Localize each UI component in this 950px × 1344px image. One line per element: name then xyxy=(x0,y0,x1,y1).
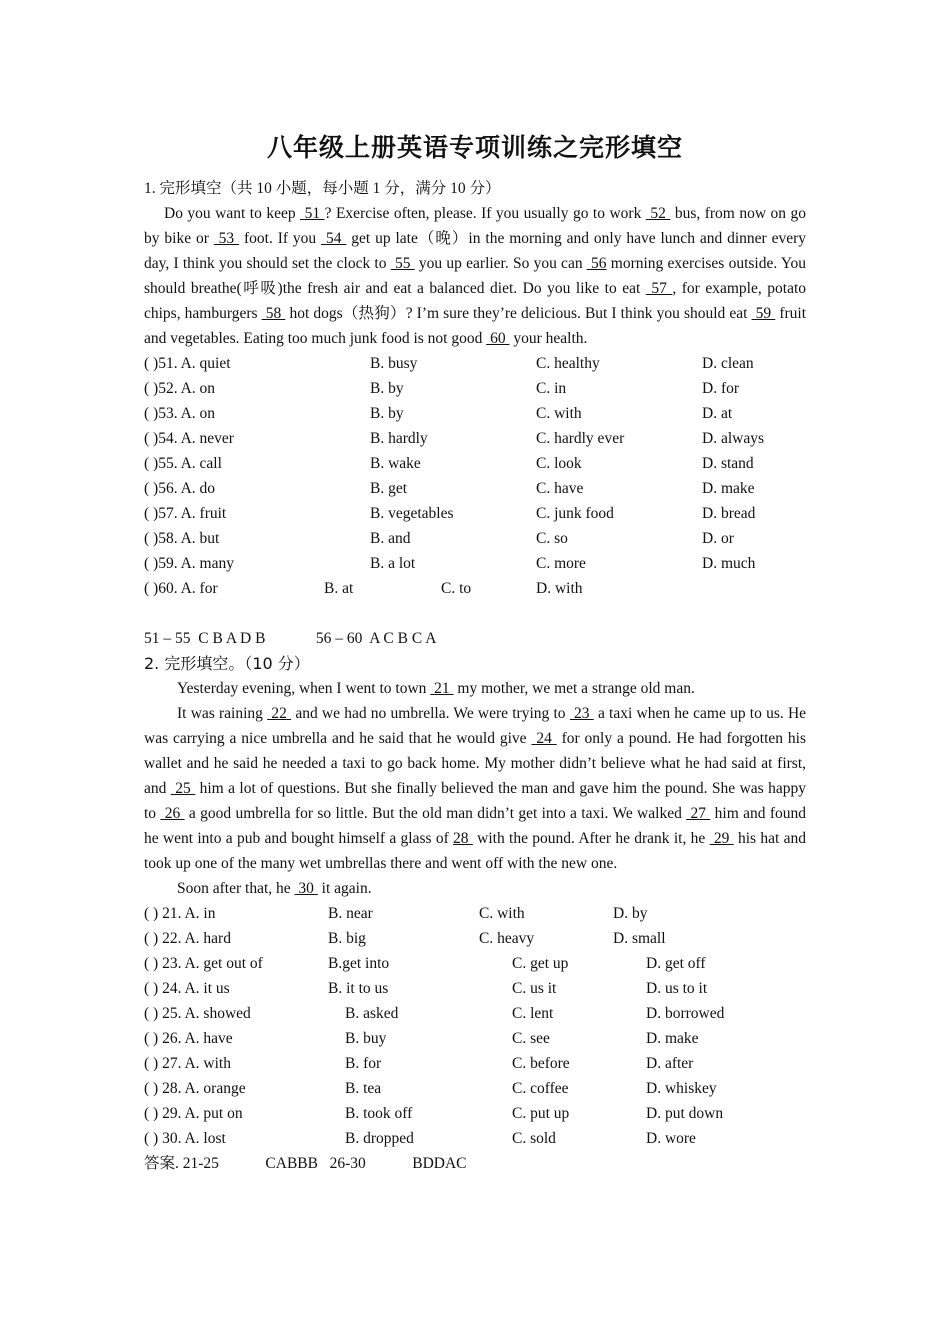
spacer xyxy=(144,601,806,626)
option-c: C. lent xyxy=(512,1005,554,1022)
blank-56: 56 xyxy=(586,255,607,272)
option-a: ( ) 29. A. put on xyxy=(144,1105,243,1122)
option-d: D. stand xyxy=(702,455,754,472)
option-row-24 xyxy=(144,976,806,1001)
blank-23: 23 xyxy=(569,705,594,722)
blank-57: 57 xyxy=(645,280,673,297)
passage-text: him and found he went into a pub and bought himself a glass of xyxy=(144,805,807,847)
option-b: B. dropped xyxy=(345,1130,414,1147)
option-row-27 xyxy=(144,1051,806,1076)
option-b: B. asked xyxy=(345,1005,399,1022)
option-row-22 xyxy=(144,926,806,951)
option-row-26 xyxy=(144,1026,806,1051)
blank-54: 54 xyxy=(321,230,347,247)
blank-51: 51 xyxy=(300,205,325,222)
option-c: C. so xyxy=(536,530,568,547)
option-row-58 xyxy=(144,526,806,551)
option-b: B. for xyxy=(345,1055,382,1072)
page-title: 八年级上册英语专项训练之完形填空 xyxy=(266,133,683,162)
option-b: B.get into xyxy=(328,955,390,972)
option-c: C. more xyxy=(536,555,586,572)
option-d: D. much xyxy=(702,555,756,572)
option-row-55 xyxy=(144,451,806,476)
document-page xyxy=(144,128,806,1176)
passage-text: , for example, potato chips, hamburgers xyxy=(144,280,807,322)
passage-text: you up earlier. So you can xyxy=(414,255,587,272)
option-a: ( ) 28. A. orange xyxy=(144,1080,246,1097)
passage-text: Do you want to keep xyxy=(164,205,301,222)
option-c: C. put up xyxy=(512,1105,570,1122)
blank-25: 25 xyxy=(170,780,196,797)
section1-passage xyxy=(144,201,806,351)
option-a: ( ) 26. A. have xyxy=(144,1030,233,1047)
passage-text: with the pound. After he drank it, he xyxy=(472,830,710,847)
option-c: C. with xyxy=(479,905,525,922)
option-c: C. get up xyxy=(512,955,569,972)
option-a: ( )56. A. do xyxy=(144,480,216,497)
option-d: D. or xyxy=(702,530,734,547)
section1-options xyxy=(144,351,806,601)
option-c: C. to xyxy=(441,580,472,597)
option-b: B. big xyxy=(328,930,366,947)
option-d: D. for xyxy=(702,380,740,397)
option-row-51 xyxy=(144,351,806,376)
blank-30: 30 xyxy=(294,880,318,897)
option-a: ( )55. A. call xyxy=(144,455,222,472)
blank-55: 55 xyxy=(390,255,415,272)
option-a: ( ) 25. A. showed xyxy=(144,1005,251,1022)
option-d: D. always xyxy=(702,430,764,447)
option-b: B. tea xyxy=(345,1080,382,1097)
section2-answers: 答案. 21-25 CABBB 26-30 BDDAC xyxy=(144,1155,467,1172)
option-a: ( ) 24. A. it us xyxy=(144,980,230,997)
blank-59: 59 xyxy=(751,305,776,322)
passage-text: my mother, we met a strange old man. xyxy=(453,680,695,697)
option-d: D. small xyxy=(613,930,666,947)
option-d: D. after xyxy=(646,1055,694,1072)
section1-answers: 51 – 55 C B A D B 56 – 60 A C B C A xyxy=(144,630,437,647)
option-a: ( )60. A. for xyxy=(144,580,218,597)
option-c: C. heavy xyxy=(479,930,535,947)
passage-text: his hat and took up one of the many wet umbrellas there and went off with the new one. xyxy=(144,830,806,872)
passage-text: get up late（晚）in the morning and only have lunch and dinner every day, I think you should set the clock to xyxy=(144,230,807,272)
option-a: ( )52. A. on xyxy=(144,380,216,397)
option-b: B. by xyxy=(370,380,404,397)
section1-heading: 1. 完形填空（共 10 小题，每小题 1 分，满分 10 分） xyxy=(144,180,501,197)
option-b: B. buy xyxy=(345,1030,387,1047)
option-d: D. bread xyxy=(702,505,756,522)
passage-text: a taxi when he came up to us. He was carrying a nice umbrella and he said that he would give xyxy=(144,705,807,747)
option-c: C. look xyxy=(536,455,582,472)
section2-paragraph-1 xyxy=(144,676,806,701)
blank-58: 58 xyxy=(261,305,286,322)
option-row-52 xyxy=(144,376,806,401)
passage-text: fruit and vegetables. Eating too much junk food is not good xyxy=(144,305,807,347)
option-a: ( )54. A. never xyxy=(144,430,234,447)
option-row-59 xyxy=(144,551,806,576)
option-a: ( )51. A. quiet xyxy=(144,355,231,372)
passage-text: and we had no umbrella. We were trying to xyxy=(291,705,570,722)
option-row-56 xyxy=(144,476,806,501)
passage-text: a good umbrella for so little. But the old man didn’t get into a taxi. We walked xyxy=(184,805,687,822)
section2-heading: 2. 完形填空。（10 分） xyxy=(144,654,310,673)
option-c: C. with xyxy=(536,405,582,422)
passage-text: It was raining xyxy=(177,705,268,722)
option-d: D. borrowed xyxy=(646,1005,725,1022)
option-c: C. in xyxy=(536,380,567,397)
section2-paragraph-3 xyxy=(144,876,806,901)
option-d: D. get off xyxy=(646,955,706,972)
blank-60: 60 xyxy=(486,330,510,347)
section2-options xyxy=(144,901,806,1151)
option-a: ( )58. A. but xyxy=(144,530,220,547)
option-c: C. healthy xyxy=(536,355,600,372)
option-d: D. make xyxy=(646,1030,699,1047)
passage-text: ? Exercise often, please. If you usually go to work xyxy=(324,205,646,222)
blank-28: 28 xyxy=(453,830,473,847)
option-a: ( )57. A. fruit xyxy=(144,505,227,522)
option-b: B. hardly xyxy=(370,430,428,447)
option-b: B. get xyxy=(370,480,408,497)
option-b: B. vegetables xyxy=(370,505,454,522)
option-row-30 xyxy=(144,1126,806,1151)
option-d: D. at xyxy=(702,405,733,422)
option-d: D. us to it xyxy=(646,980,708,997)
option-a: ( )53. A. on xyxy=(144,405,216,422)
option-b: B. it to us xyxy=(328,980,389,997)
option-c: C. have xyxy=(536,480,584,497)
option-c: C. hardly ever xyxy=(536,430,625,447)
blank-22: 22 xyxy=(267,705,292,722)
option-a: ( ) 21. A. in xyxy=(144,905,216,922)
option-a: ( ) 30. A. lost xyxy=(144,1130,226,1147)
option-b: B. by xyxy=(370,405,404,422)
passage-text: Soon after that, he xyxy=(177,880,295,897)
passage-text: morning exercises outside. You should breathe(呼吸)the fresh air and eat a balanced diet. Do you like to eat xyxy=(144,255,807,297)
option-d: D. whiskey xyxy=(646,1080,717,1097)
passage-text: it again. xyxy=(317,880,372,897)
option-a: ( ) 23. A. get out of xyxy=(144,955,263,972)
option-b: B. at xyxy=(324,580,354,597)
option-b: B. and xyxy=(370,530,411,547)
option-a: ( ) 27. A. with xyxy=(144,1055,231,1072)
option-b: B. took off xyxy=(345,1105,413,1122)
option-row-21 xyxy=(144,901,806,926)
option-row-29 xyxy=(144,1101,806,1126)
option-d: D. make xyxy=(702,480,755,497)
option-d: D. clean xyxy=(702,355,754,372)
option-c: C. see xyxy=(512,1030,550,1047)
blank-29: 29 xyxy=(709,830,734,847)
option-b: B. near xyxy=(328,905,373,922)
passage-text: foot. If you xyxy=(239,230,322,247)
option-row-60 xyxy=(144,576,806,601)
section2-paragraph-2 xyxy=(144,701,806,876)
passage-text: Yesterday evening, when I went to town xyxy=(177,680,431,697)
option-row-57 xyxy=(144,501,806,526)
option-b: B. busy xyxy=(370,355,418,372)
blank-24: 24 xyxy=(531,730,557,747)
option-row-25 xyxy=(144,1001,806,1026)
option-row-23 xyxy=(144,951,806,976)
passage-text: for only a pound. He had forgotten his wallet and he said he needed a taxi to go back home. My mother didn’t believe what he had said at first, and xyxy=(144,730,807,797)
blank-27: 27 xyxy=(686,805,711,822)
blank-26: 26 xyxy=(160,805,185,822)
option-d: D. by xyxy=(613,905,648,922)
passage-text: your health. xyxy=(509,330,588,347)
option-b: B. a lot xyxy=(370,555,416,572)
option-d: D. with xyxy=(536,580,583,597)
option-a: ( ) 22. A. hard xyxy=(144,930,231,947)
blank-21: 21 xyxy=(430,680,454,697)
option-d: D. put down xyxy=(646,1105,724,1122)
option-c: C. junk food xyxy=(536,505,614,522)
option-b: B. wake xyxy=(370,455,421,472)
blank-52: 52 xyxy=(645,205,671,222)
option-a: ( )59. A. many xyxy=(144,555,234,572)
passage-text: bus, from now on go by bike or xyxy=(144,205,807,247)
option-c: C. before xyxy=(512,1055,570,1072)
passage-text: him a lot of questions. But she finally believed the man and gave him the pound. She was happy to xyxy=(144,780,807,822)
option-c: C. coffee xyxy=(512,1080,569,1097)
blank-53: 53 xyxy=(213,230,240,247)
option-c: C. us it xyxy=(512,980,557,997)
option-row-54 xyxy=(144,426,806,451)
option-d: D. wore xyxy=(646,1130,696,1147)
passage-text: hot dogs（热狗）? I’m sure they’re delicious. But I think you should eat xyxy=(285,305,752,322)
option-c: C. sold xyxy=(512,1130,556,1147)
option-row-28 xyxy=(144,1076,806,1101)
option-row-53 xyxy=(144,401,806,426)
